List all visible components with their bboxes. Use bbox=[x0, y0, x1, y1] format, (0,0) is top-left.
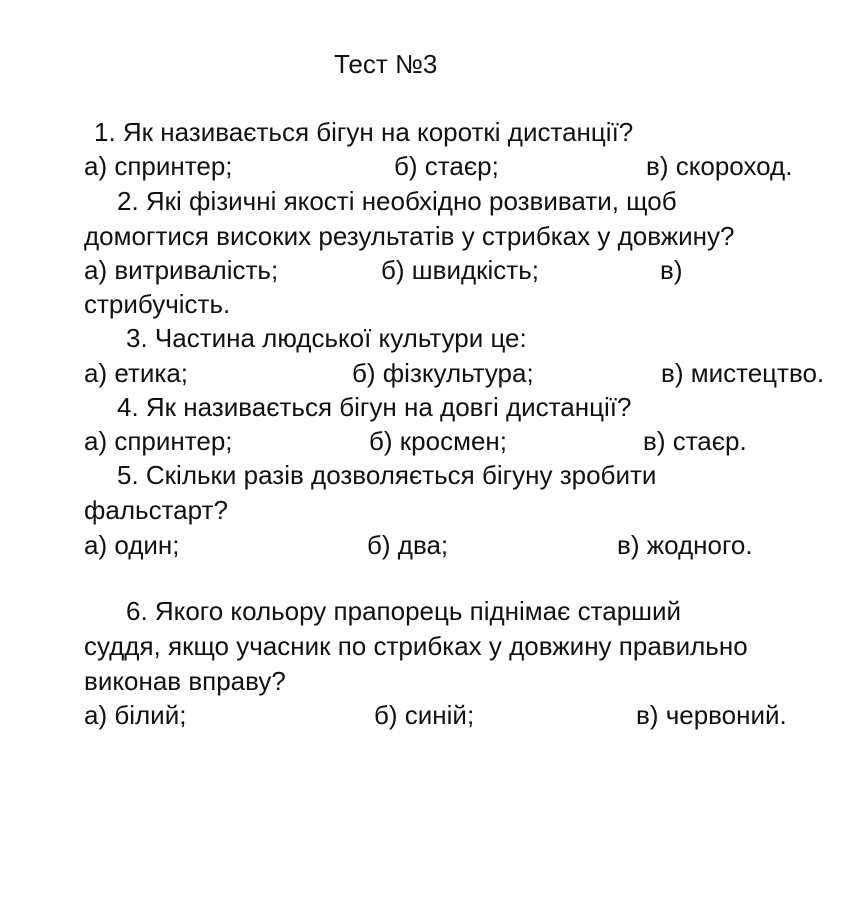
q2-option-a: а) витривалість; bbox=[84, 255, 279, 285]
q2-option-c-prefix: в) bbox=[660, 255, 683, 285]
q1-option-b: б) стаєр; bbox=[394, 151, 499, 181]
q1-option-a: а) спринтер; bbox=[84, 151, 233, 181]
q6-option-b: б) синій; bbox=[374, 700, 475, 730]
question-2-line-1: 2. Які фізичні якості необхідно розвивати, щоб bbox=[117, 186, 677, 216]
question-6-line-2: суддя, якщо учасник по стрибках у довжину правильно bbox=[84, 631, 748, 661]
question-4: 4. Як називається бігун на довгі дистанції? bbox=[117, 392, 632, 422]
q2-option-c-text: стрибучість. bbox=[84, 289, 231, 319]
q5-option-c: в) жодного. bbox=[617, 530, 753, 560]
q5-option-a: а) один; bbox=[84, 530, 180, 560]
q4-option-a: а) спринтер; bbox=[84, 426, 233, 456]
q3-option-c: в) мистецтво. bbox=[661, 358, 825, 388]
q3-option-b: б) фізкультура; bbox=[352, 358, 534, 388]
q5-option-b: б) два; bbox=[367, 530, 449, 560]
q1-option-c: в) скороход. bbox=[646, 151, 793, 181]
question-1: 1. Як називається бігун на короткі дистанції? bbox=[94, 117, 634, 147]
q2-option-b: б) швидкість; bbox=[381, 255, 539, 285]
question-5-line-2: фальстарт? bbox=[84, 495, 228, 525]
q4-option-c: в) стаєр. bbox=[643, 426, 747, 456]
question-6-line-1: 6. Якого кольору прапорець піднімає старший bbox=[126, 596, 682, 626]
q6-option-a: а) білий; bbox=[84, 700, 187, 730]
question-3: 3. Частина людської культури це: bbox=[126, 323, 527, 353]
q3-option-a: а) етика; bbox=[84, 358, 188, 388]
question-6-line-3: виконав вправу? bbox=[84, 666, 286, 696]
document-title: Тест №3 bbox=[334, 49, 438, 79]
q6-option-c: в) червоний. bbox=[636, 700, 787, 730]
question-5-line-1: 5. Скільки разів дозволяється бігуну зробити bbox=[117, 460, 657, 490]
q4-option-b: б) кросмен; bbox=[369, 426, 507, 456]
question-2-line-2: домогтися високих результатів у стрибках у довжину? bbox=[84, 221, 735, 251]
